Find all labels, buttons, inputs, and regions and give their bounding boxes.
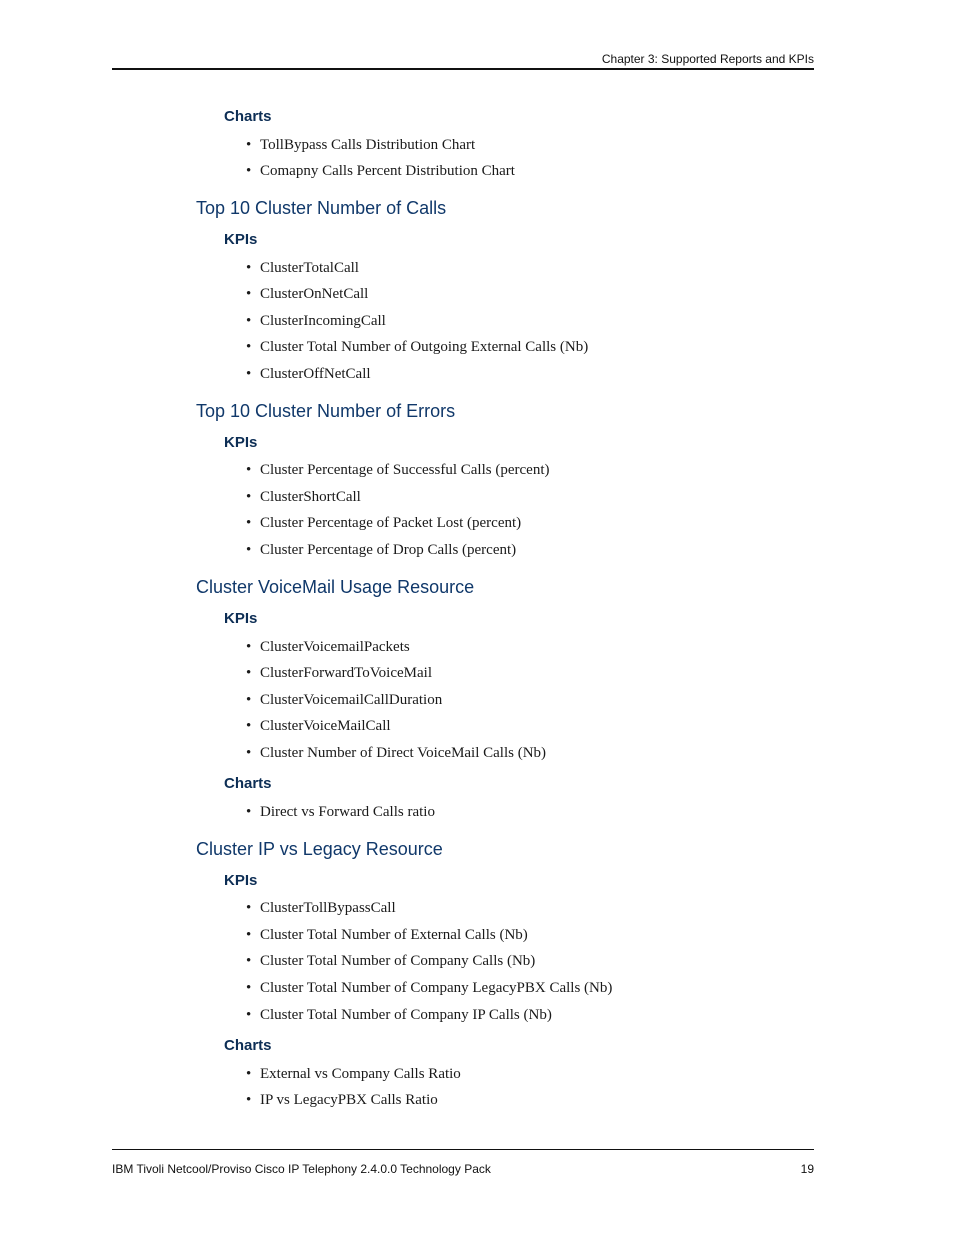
list-item-text: ClusterOnNetCall [260,286,369,302]
header-rule [112,68,814,70]
list-item-text: ClusterTotalCall [260,260,359,276]
bullet-icon: • [246,489,252,505]
section-title: Top 10 Cluster Number of Errors [196,401,456,421]
list-item [246,717,391,735]
list-item-text: ClusterOffNetCall [260,366,371,382]
bullet-icon: • [246,980,252,996]
list-item-text: ClusterIncomingCall [260,313,386,329]
list-item [246,899,396,917]
bullet-icon: • [246,1066,252,1082]
bullet-icon: • [246,927,252,943]
bullet-icon: • [246,1092,252,1108]
list-item [246,312,386,330]
section-title: Cluster VoiceMail Usage Resource [196,577,475,597]
sub-heading: Charts [224,1037,272,1054]
section-title: Cluster IP vs Legacy Resource [196,839,443,859]
list-item [246,285,368,303]
list-item-text: Direct vs Forward Calls ratio [260,804,435,820]
list-item-text: Cluster Total Number of Company IP Calls (Nb) [260,1007,552,1023]
list-item [246,1091,438,1109]
list-item [246,461,549,479]
list-item [246,744,546,762]
list-item [246,365,371,383]
sub-heading: Charts [224,108,272,125]
list-item [246,136,475,154]
list-item-text: TollBypass Calls Distribution Chart [260,137,476,153]
page-number: 19 [800,1162,814,1176]
list-item [246,514,521,532]
bullet-icon: • [246,804,252,820]
bullet-icon: • [246,339,252,355]
list-item [246,162,515,180]
bullet-icon: • [246,718,252,734]
bullet-icon: • [246,163,252,179]
list-item [246,1065,461,1083]
bullet-icon: • [246,313,252,329]
list-item-text: Cluster Percentage of Successful Calls (percent) [260,462,550,478]
bullet-icon: • [246,692,252,708]
list-item [246,259,359,277]
footer-doc-title: IBM Tivoli Netcool/Proviso Cisco IP Telephony 2.4.0.0 Technology Pack [112,1162,491,1176]
list-item [246,952,535,970]
list-item-text: ClusterForwardToVoiceMail [260,665,432,681]
list-item [246,691,442,709]
running-header: Chapter 3: Supported Reports and KPIs [601,52,814,66]
list-item [246,638,410,656]
list-item-text: Cluster Percentage of Drop Calls (percent) [260,542,517,558]
list-item [246,488,361,506]
bullet-icon: • [246,260,252,276]
list-item [246,979,612,997]
sub-heading: KPIs [224,872,258,889]
bullet-icon: • [246,137,252,153]
list-item [246,338,588,356]
bullet-icon: • [246,1007,252,1023]
section-title: Top 10 Cluster Number of Calls [196,198,447,218]
list-item-text: ClusterVoicemailCallDuration [260,692,443,708]
list-item-text: Cluster Percentage of Packet Lost (percent) [260,515,522,531]
bullet-icon: • [246,366,252,382]
bullet-icon: • [246,900,252,916]
list-item-text: Comapny Calls Percent Distribution Chart [260,163,515,179]
list-item-text: ClusterVoiceMailCall [260,718,391,734]
bullet-icon: • [246,665,252,681]
bullet-icon: • [246,953,252,969]
list-item-text: External vs Company Calls Ratio [260,1066,461,1082]
list-item [246,1006,552,1024]
bullet-icon: • [246,542,252,558]
list-item-text: ClusterTollBypassCall [260,900,396,916]
list-item [246,664,432,682]
bullet-icon: • [246,745,252,761]
sub-heading: KPIs [224,434,258,451]
list-item-text: Cluster Total Number of External Calls (Nb) [260,927,528,943]
list-item [246,541,516,559]
sub-heading: KPIs [224,610,258,627]
list-item [246,926,528,944]
list-item-text: Cluster Total Number of Company LegacyPBX Calls (Nb) [260,980,613,996]
list-item-text: Cluster Total Number of Company Calls (Nb) [260,953,536,969]
sub-heading: KPIs [224,231,258,248]
bullet-icon: • [246,515,252,531]
list-item-text: Cluster Number of Direct VoiceMail Calls (Nb) [260,745,547,761]
bullet-icon: • [246,639,252,655]
list-item-text: ClusterVoicemailPackets [260,639,410,655]
sub-heading: Charts [224,775,272,792]
bullet-icon: • [246,286,252,302]
list-item-text: IP vs LegacyPBX Calls Ratio [260,1092,438,1108]
list-item-text: ClusterShortCall [260,489,361,505]
list-item [246,803,435,821]
list-item-text: Cluster Total Number of Outgoing External Calls (Nb) [260,339,589,355]
footer-rule [112,1149,814,1150]
bullet-icon: • [246,462,252,478]
